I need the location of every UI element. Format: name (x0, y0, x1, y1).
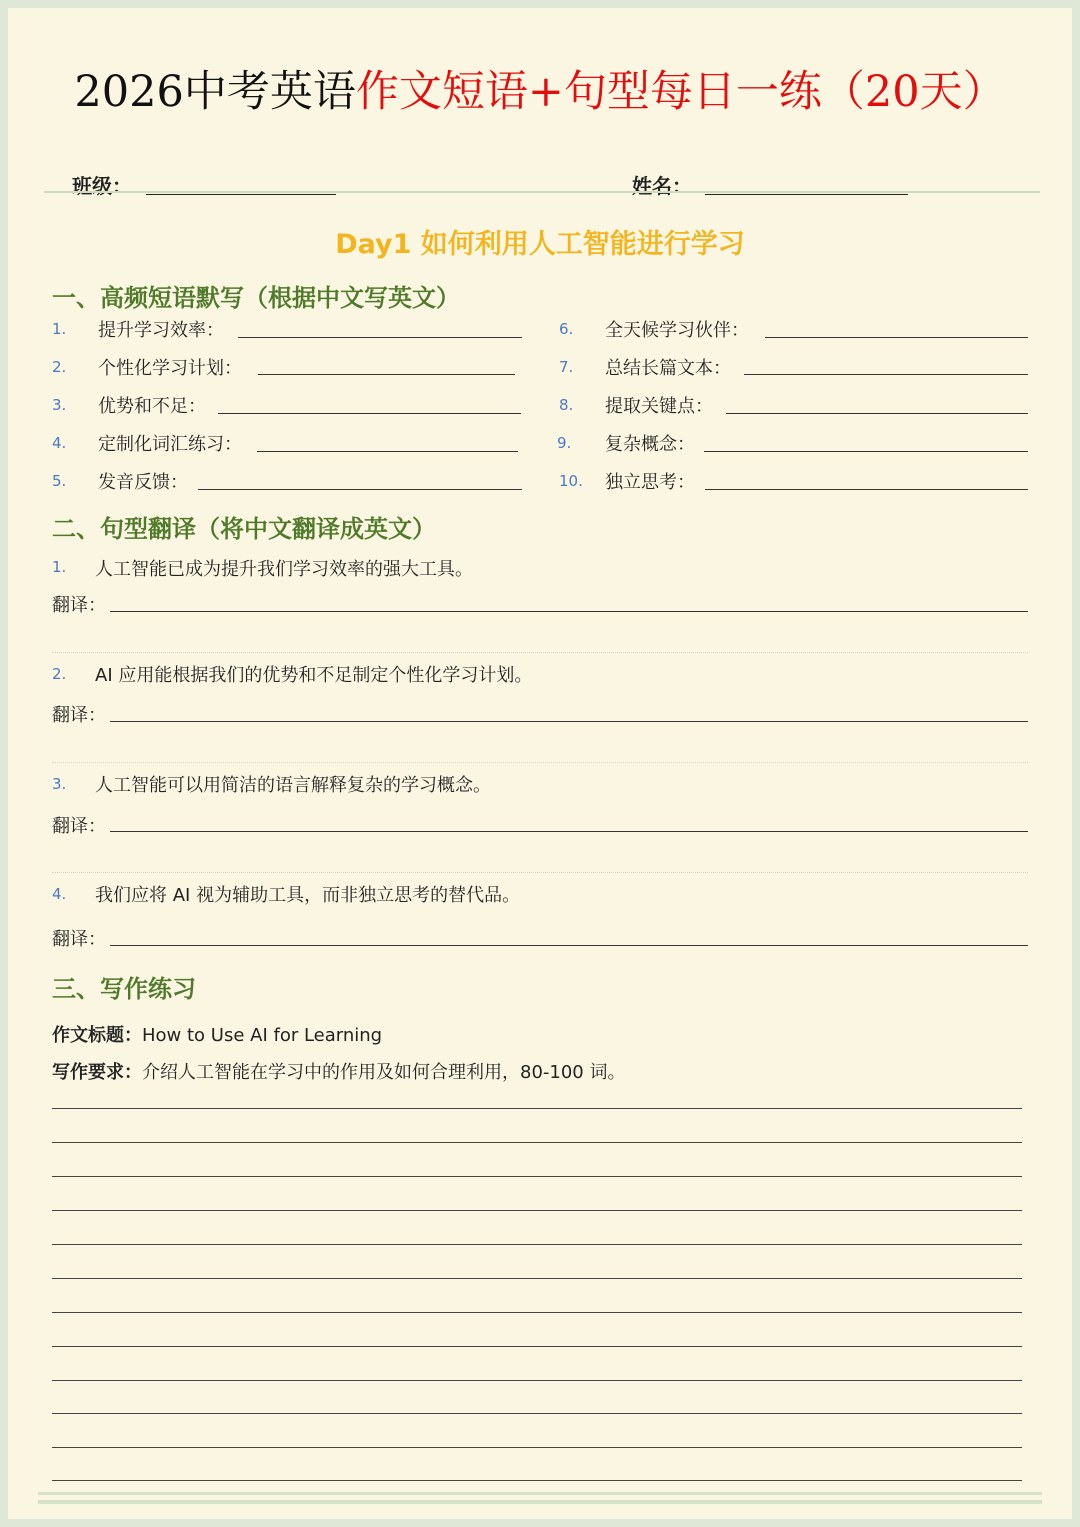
writing-line[interactable] (52, 1346, 1022, 1347)
phrase-label: 全天候学习伙伴： (605, 320, 749, 341)
sentence-text: 人工智能可以用简洁的语言解释复杂的学习概念。 (95, 775, 491, 796)
phrase-answer-line[interactable] (705, 489, 1028, 490)
translation-answer-line[interactable] (110, 945, 1028, 946)
phrase-number: 9. (557, 434, 572, 452)
sentence-divider (52, 872, 1028, 873)
translate-label: 翻译： (52, 705, 106, 726)
translation-answer-line[interactable] (110, 831, 1028, 832)
section2-heading: 二、句型翻译（将中文翻译成英文） (52, 515, 436, 543)
writing-line[interactable] (52, 1210, 1022, 1211)
phrase-answer-line[interactable] (257, 451, 518, 452)
section1-heading: 一、高频短语默写（根据中文写英文） (52, 284, 460, 312)
translate-label: 翻译： (52, 816, 106, 837)
translate-label: 翻译： (52, 929, 106, 950)
sentence-number: 4. (52, 885, 67, 903)
worksheet-page (8, 8, 1072, 1519)
sentence-text: 人工智能已成为提升我们学习效率的强大工具。 (95, 559, 473, 580)
header-divider (44, 191, 1040, 193)
translation-answer-line[interactable] (110, 721, 1028, 722)
phrase-answer-line[interactable] (238, 337, 522, 338)
writing-line[interactable] (52, 1380, 1022, 1381)
writing-line[interactable] (52, 1278, 1022, 1279)
class-input-line[interactable] (146, 194, 336, 195)
phrase-number: 7. (559, 358, 574, 376)
phrase-answer-line[interactable] (258, 374, 515, 375)
phrase-answer-line[interactable] (218, 413, 521, 414)
phrase-label: 提取关键点： (605, 396, 713, 417)
title-red-part: 作文短语+句型每日一练（20天） (355, 67, 1006, 117)
phrase-label: 总结长篇文本： (605, 358, 731, 379)
writing-line[interactable] (52, 1108, 1022, 1109)
sentence-number: 2. (52, 665, 67, 683)
phrase-number: 2. (52, 358, 67, 376)
writing-line[interactable] (52, 1480, 1022, 1481)
sentence-number: 3. (52, 775, 67, 793)
phrase-label: 提升学习效率： (98, 320, 224, 341)
bottom-border-stripe (38, 1500, 1042, 1504)
phrase-answer-line[interactable] (744, 374, 1028, 375)
phrase-label: 优势和不足： (98, 396, 206, 417)
phrase-number: 8. (559, 396, 574, 414)
phrase-number: 3. (52, 396, 67, 414)
essay-topic-label: 作文标题： (52, 1025, 142, 1046)
translation-answer-line[interactable] (110, 611, 1028, 612)
phrase-label: 个性化学习计划： (98, 358, 242, 379)
phrase-label: 发音反馈： (98, 472, 188, 493)
writing-line[interactable] (52, 1176, 1022, 1177)
sentence-divider (52, 652, 1028, 653)
phrase-answer-line[interactable] (198, 489, 522, 490)
writing-line[interactable] (52, 1244, 1022, 1245)
phrase-label: 定制化词汇练习： (98, 434, 242, 455)
sentence-text: AI 应用能根据我们的优势和不足制定个性化学习计划。 (95, 665, 533, 686)
page-title (8, 58, 1072, 119)
writing-line[interactable] (52, 1142, 1022, 1143)
essay-topic-text: How to Use AI for Learning (142, 1025, 383, 1046)
phrase-answer-line[interactable] (704, 451, 1028, 452)
translate-label: 翻译： (52, 595, 106, 616)
sentence-number: 1. (52, 558, 67, 576)
writing-line[interactable] (52, 1312, 1022, 1313)
essay-requirement-label: 写作要求： (52, 1062, 142, 1083)
phrase-number: 4. (52, 434, 67, 452)
essay-requirement (52, 1058, 625, 1084)
phrase-number: 6. (559, 320, 574, 338)
bottom-border-stripe (38, 1492, 1042, 1495)
phrase-number: 5. (52, 472, 67, 490)
sentence-text: 我们应将 AI 视为辅助工具，而非独立思考的替代品。 (95, 885, 521, 906)
name-input-line[interactable] (705, 194, 908, 195)
day-title: Day1 如何利用人工智能进行学习 (335, 229, 745, 260)
phrase-label: 复杂概念： (605, 434, 695, 455)
name-label: 姓名： (632, 174, 692, 198)
section3-heading: 三、写作练习 (52, 975, 196, 1003)
phrase-label: 独立思考： (605, 472, 695, 493)
class-label: 班级： (72, 174, 132, 198)
phrase-number: 1. (52, 320, 67, 338)
writing-line[interactable] (52, 1413, 1022, 1414)
writing-line[interactable] (52, 1447, 1022, 1448)
phrase-answer-line[interactable] (765, 337, 1028, 338)
essay-topic (52, 1021, 382, 1047)
essay-requirement-text: 介绍人工智能在学习中的作用及如何合理利用，80-100 词。 (142, 1062, 626, 1083)
phrase-number: 10. (559, 472, 583, 490)
sentence-divider (52, 762, 1028, 763)
title-black-part: 2026中考英语 (74, 67, 356, 117)
phrase-answer-line[interactable] (726, 413, 1028, 414)
